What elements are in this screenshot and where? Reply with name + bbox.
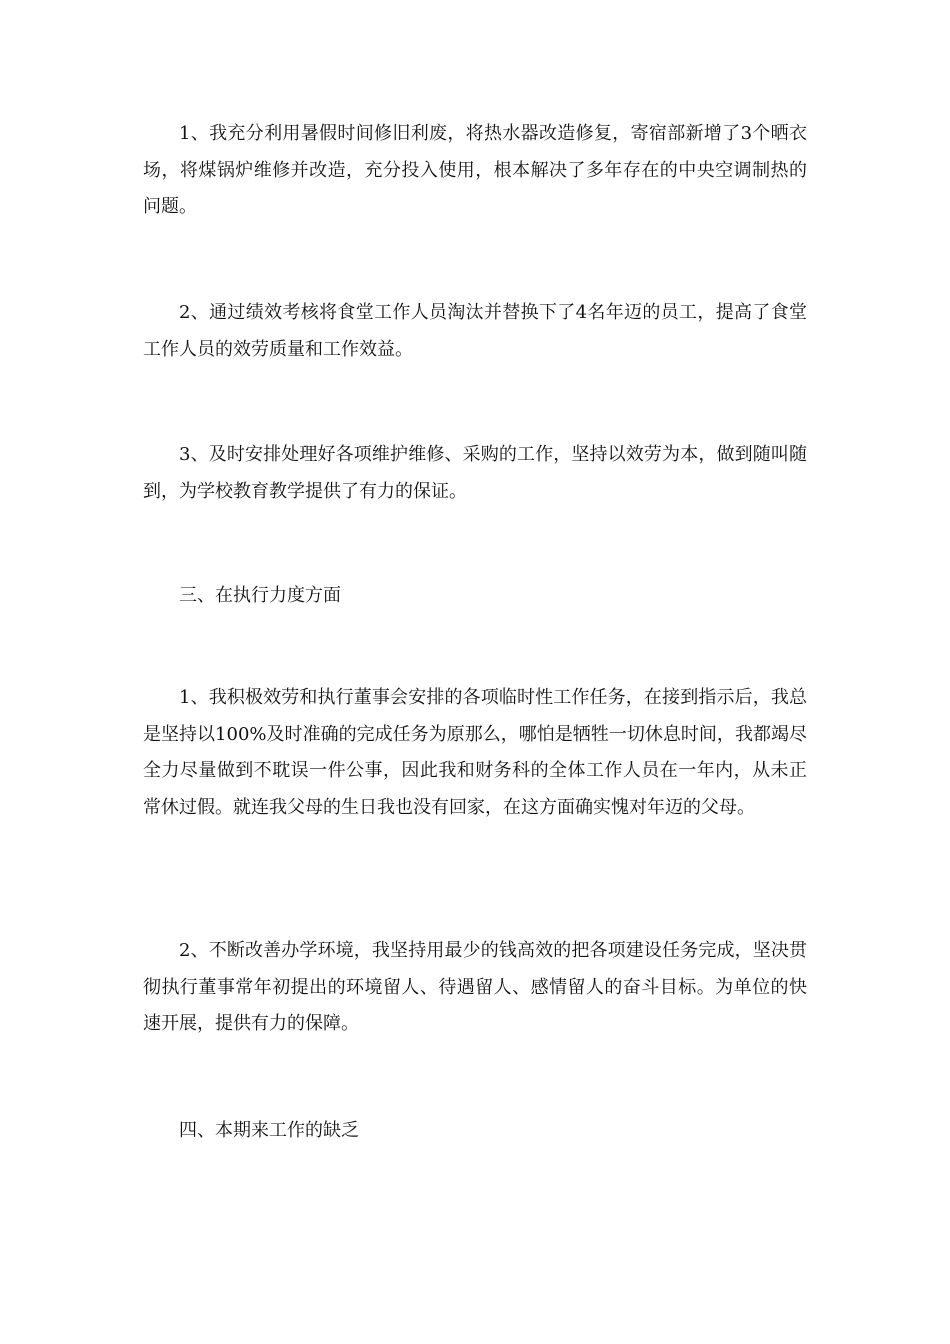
paragraph-school-environment: 2、不断改善办学环境，我坚持用最少的钱高效的把各项建设任务完成，坚决贯彻执行董事常年初提出的环境留人、待遇留人、感情留人的奋斗目标。为单位的快速开展，提供有力的保障。 [143, 940, 807, 1034]
paragraph-canteen-staff: 2、通过绩效考核将食堂工作人员淘汰并替换下了4名年迈的员工，提高了食堂工作人员的效劳质量和工作效益。 [143, 302, 807, 360]
section-heading-execution: 三、在执行力度方面 [179, 585, 341, 606]
paragraph-temporary-tasks: 1、我积极效劳和执行董事会安排的各项临时性工作任务，在接到指示后，我总是坚持以100%及时准确的完成任务为原那么，哪怕是牺牲一切休息时间，我都竭尽全力尽量做到不耽误一件公事，因此我和财务科的全体工作人员在一年内，从未正常休过假。就连我父母的生日我也没有回家，在这方面确实愧对年迈的父母。 [143, 687, 807, 818]
paragraph-repairs: 1、我充分利用暑假时间修旧利废，将热水器改造修复，寄宿部新增了3个晒衣场，将煤锅炉维修并改造，充分投入使用，根本解决了多年存在的中央空调制热的问题。 [143, 123, 807, 217]
section-heading-shortcomings: 四、本期来工作的缺乏 [179, 1120, 359, 1141]
paragraph-maintenance: 3、及时安排处理好各项维护维修、采购的工作，坚持以效劳为本，做到随叫随到，为学校教育教学提供了有力的保证。 [143, 444, 807, 502]
